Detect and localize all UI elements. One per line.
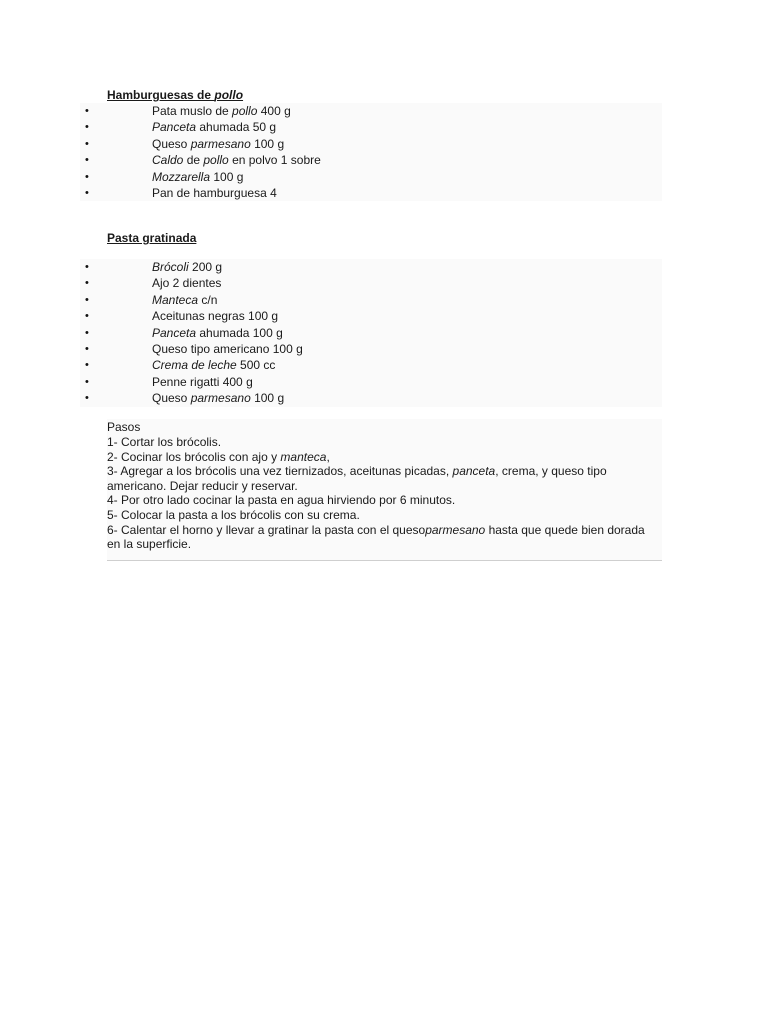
bullet-icon: • [85, 342, 89, 355]
ingredient-text: Queso tipo americano 100 g [152, 341, 303, 356]
title-italic-part: pollo [214, 88, 244, 102]
bullet-icon: • [85, 105, 89, 117]
bullet-icon: • [85, 392, 89, 405]
step-item: 6- Calentar el horno y llevar a gratinar la pasta con el quesoparmesano hasta que quede bien dorada en la superficie. [107, 522, 645, 552]
step-item: 2- Cocinar los brócolis con ajo y manteca, [107, 449, 330, 464]
list-item [80, 357, 662, 373]
bullet-icon: • [85, 186, 89, 199]
list-item [80, 169, 662, 185]
bullet-icon: • [85, 277, 89, 290]
bullet-icon: • [85, 170, 89, 183]
ingredient-text: Ajo 2 dientes [152, 276, 222, 291]
list-item [80, 308, 662, 324]
list-item [80, 185, 662, 201]
ingredient-text: Pata muslo de pollo 400 g [152, 104, 291, 118]
ingredient-text: Penne rigatti 400 g [152, 374, 253, 389]
list-item [80, 259, 662, 275]
list-item [80, 292, 662, 308]
bullet-icon: • [85, 326, 89, 339]
list-item [80, 119, 662, 135]
ingredient-text: Queso parmesano 100 g [152, 391, 285, 406]
recipe-title-hamburguesas [107, 88, 243, 102]
list-item [80, 103, 662, 119]
bullet-icon: • [85, 310, 89, 323]
list-item [80, 374, 662, 390]
ingredient-text: Panceta ahumada 100 g [152, 325, 283, 340]
bullet-icon: • [85, 375, 89, 388]
title-plain-part: Hamburguesas de [107, 88, 215, 102]
bullet-icon: • [85, 154, 89, 167]
bullet-icon: • [85, 293, 89, 306]
step-item: 1- Cortar los brócolis. [107, 435, 222, 449]
step-item: 4- Por otro lado cocinar la pasta en agua hirviendo por 6 minutos. [107, 493, 456, 508]
ingredient-text: Panceta ahumada 50 g [152, 120, 277, 135]
bullet-icon: • [85, 121, 89, 134]
bullet-icon: • [85, 359, 89, 372]
list-item [80, 152, 662, 168]
ingredient-text: Crema de leche 500 cc [152, 358, 276, 373]
list-item [80, 390, 662, 406]
step-item: 3- Agregar a los brócolis una vez tiernizados, aceitunas picadas, panceta, crema, y queso tipo americano. Dejar reducir y reservar. [107, 464, 607, 493]
ingredient-text: Queso parmesano 100 g [152, 136, 285, 151]
bullet-icon: • [85, 261, 89, 273]
steps-list [107, 435, 647, 552]
ingredients-list-pasta [80, 259, 662, 407]
ingredient-text: Aceitunas negras 100 g [152, 309, 279, 324]
list-item [80, 136, 662, 152]
ingredient-text: Pan de hamburguesa 4 [152, 185, 277, 200]
ingredient-text: Caldo de pollo en polvo 1 sobre [152, 153, 321, 168]
list-item [80, 341, 662, 357]
ingredient-text: Manteca c/n [152, 292, 218, 307]
ingredient-text: Brócoli 200 g [152, 260, 223, 274]
bullet-icon: • [85, 137, 89, 150]
steps-section [107, 419, 662, 561]
step-item: 5- Colocar la pasta a los brócolis con su crema. [107, 507, 360, 522]
recipe-title-pasta: Pasta gratinada [107, 231, 197, 245]
ingredient-text: Mozzarella 100 g [152, 169, 244, 184]
steps-title: Pasos [107, 420, 141, 434]
list-item [80, 275, 662, 291]
list-item [80, 325, 662, 341]
ingredients-list-hamburguesas [80, 103, 662, 201]
